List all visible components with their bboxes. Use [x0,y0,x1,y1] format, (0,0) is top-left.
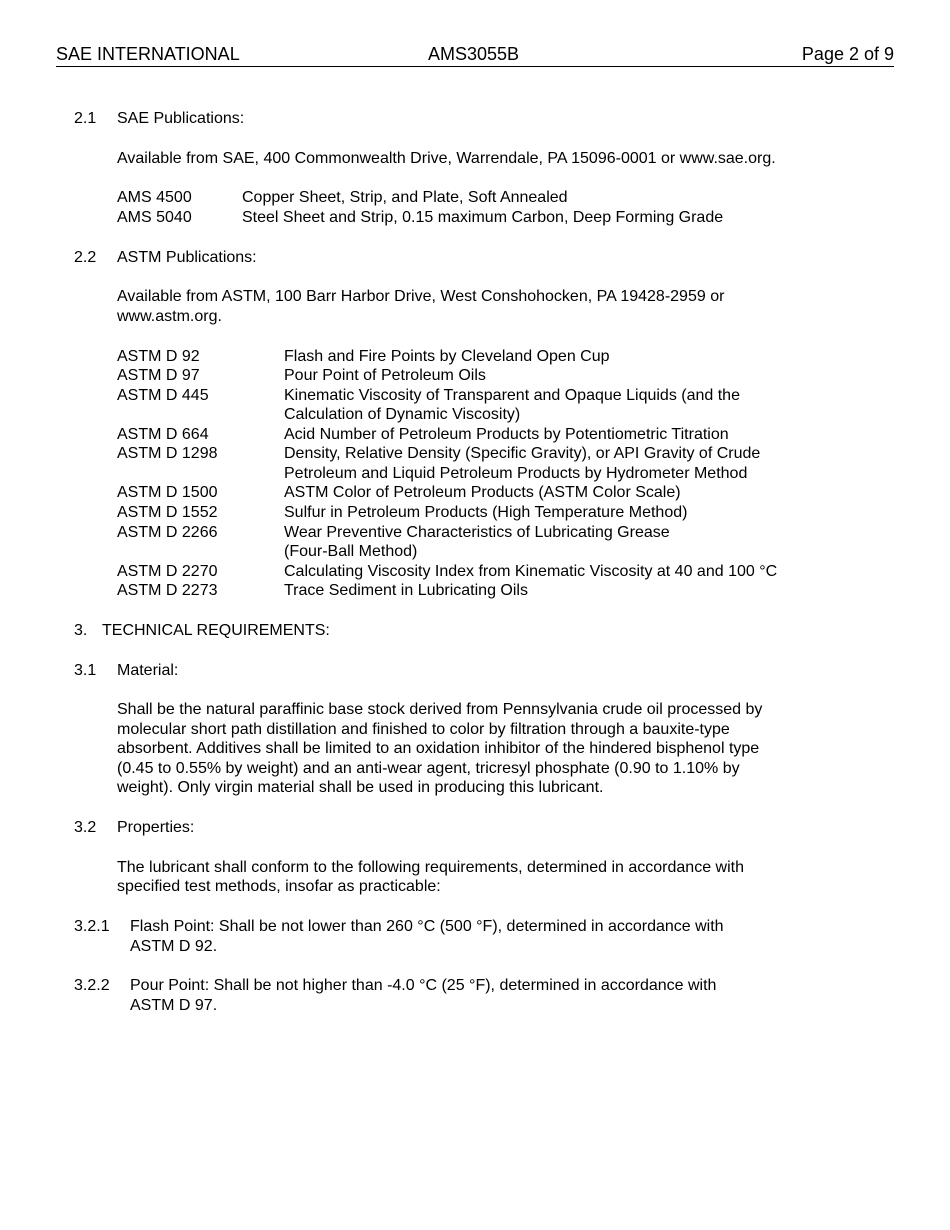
ref-id: ASTM D 2273 [117,582,218,599]
section-3-2-1-number: 3.2.1 [74,918,110,935]
section-2-1-title: SAE Publications: [117,110,245,127]
section-3-2-2-number: 3.2.2 [74,977,110,994]
section-3-title: TECHNICAL REQUIREMENTS: [102,622,330,639]
ref-desc-cont: (Four-Ball Method) [284,543,418,560]
section-2-2-title: ASTM Publications: [117,249,257,266]
ref-desc: Trace Sediment in Lubricating Oils [284,582,528,599]
ref-desc: Calculating Viscosity Index from Kinematic Viscosity at 40 and 100 °C [284,563,778,580]
ref-id: ASTM D 2270 [117,563,218,580]
ref-desc: Flash and Fire Points by Cleveland Open Cup [284,348,610,365]
header-page-number: Page 2 of 9 [801,44,894,64]
material-text-line: weight). Only virgin material shall be used in producing this lubricant. [117,779,604,796]
ref-desc: Steel Sheet and Strip, 0.15 maximum Carbon, Deep Forming Grade [242,209,724,226]
ref-desc: Acid Number of Petroleum Products by Potentiometric Titration [284,426,729,443]
section-3-2-number: 3.2 [74,819,97,836]
ref-desc-cont: Calculation of Dynamic Viscosity) [284,406,521,423]
ref-id: ASTM D 1500 [117,484,218,501]
section-3-1-number: 3.1 [74,662,97,679]
section-3-1-title: Material: [117,662,179,679]
ref-desc: Pour Point of Petroleum Oils [284,367,486,384]
ref-desc: ASTM Color of Petroleum Products (ASTM Color Scale) [284,484,681,501]
ref-id: ASTM D 1552 [117,504,218,521]
ref-desc-cont: Petroleum and Liquid Petroleum Products by Hydrometer Method [284,465,748,482]
ref-id: AMS 4500 [117,189,192,206]
header-doc-number: AMS3055B [428,44,520,64]
astm-availability-line1: Available from ASTM, 100 Barr Harbor Drive, West Conshohocken, PA 19428-2959 or [117,288,725,305]
flash-point-line1: Flash Point: Shall be not lower than 260 °C (500 °F), determined in accordance with [130,918,724,935]
section-2-1-number: 2.1 [74,110,97,127]
astm-availability-line2: www.astm.org. [117,308,222,325]
properties-text-line: The lubricant shall conform to the following requirements, determined in accordance with [117,859,744,876]
ref-desc: Sulfur in Petroleum Products (High Temperature Method) [284,504,688,521]
material-text-line: (0.45 to 0.55% by weight) and an anti-wear agent, tricresyl phosphate (0.90 to 1.10% by [117,760,740,777]
section-2-2-number: 2.2 [74,249,97,266]
ref-desc: Density, Relative Density (Specific Gravity), or API Gravity of Crude [284,445,761,462]
flash-point-line2: ASTM D 92. [130,938,218,955]
material-text-line: Shall be the natural paraffinic base stock derived from Pennsylvania crude oil processed by [117,701,763,718]
ref-id: ASTM D 664 [117,426,209,443]
section-3-2-title: Properties: [117,819,195,836]
pour-point-line2: ASTM D 97. [130,997,218,1014]
section-3-number: 3. [74,622,88,639]
ref-desc: Kinematic Viscosity of Transparent and Opaque Liquids (and the [284,387,740,404]
ref-id: ASTM D 97 [117,367,200,384]
ref-desc: Wear Preventive Characteristics of Lubricating Grease [284,524,670,541]
ref-id: ASTM D 2266 [117,524,218,541]
ref-id: AMS 5040 [117,209,192,226]
properties-text-line: specified test methods, insofar as practicable: [117,878,441,895]
ref-desc: Copper Sheet, Strip, and Plate, Soft Annealed [242,189,568,206]
header-org: SAE INTERNATIONAL [56,44,240,64]
material-text-line: absorbent. Additives shall be limited to an oxidation inhibitor of the hindered bisphenol type [117,740,760,757]
pour-point-line1: Pour Point: Shall be not higher than -4.0 °C (25 °F), determined in accordance with [130,977,717,994]
page-header [56,44,894,67]
sae-availability: Available from SAE, 400 Commonwealth Drive, Warrendale, PA 15096-0001 or www.sae.org. [117,150,776,167]
ref-id: ASTM D 1298 [117,445,218,462]
material-text-line: molecular short path distillation and finished to color by filtration through a bauxite-type [117,721,730,738]
ref-id: ASTM D 445 [117,387,209,404]
ref-id: ASTM D 92 [117,348,200,365]
